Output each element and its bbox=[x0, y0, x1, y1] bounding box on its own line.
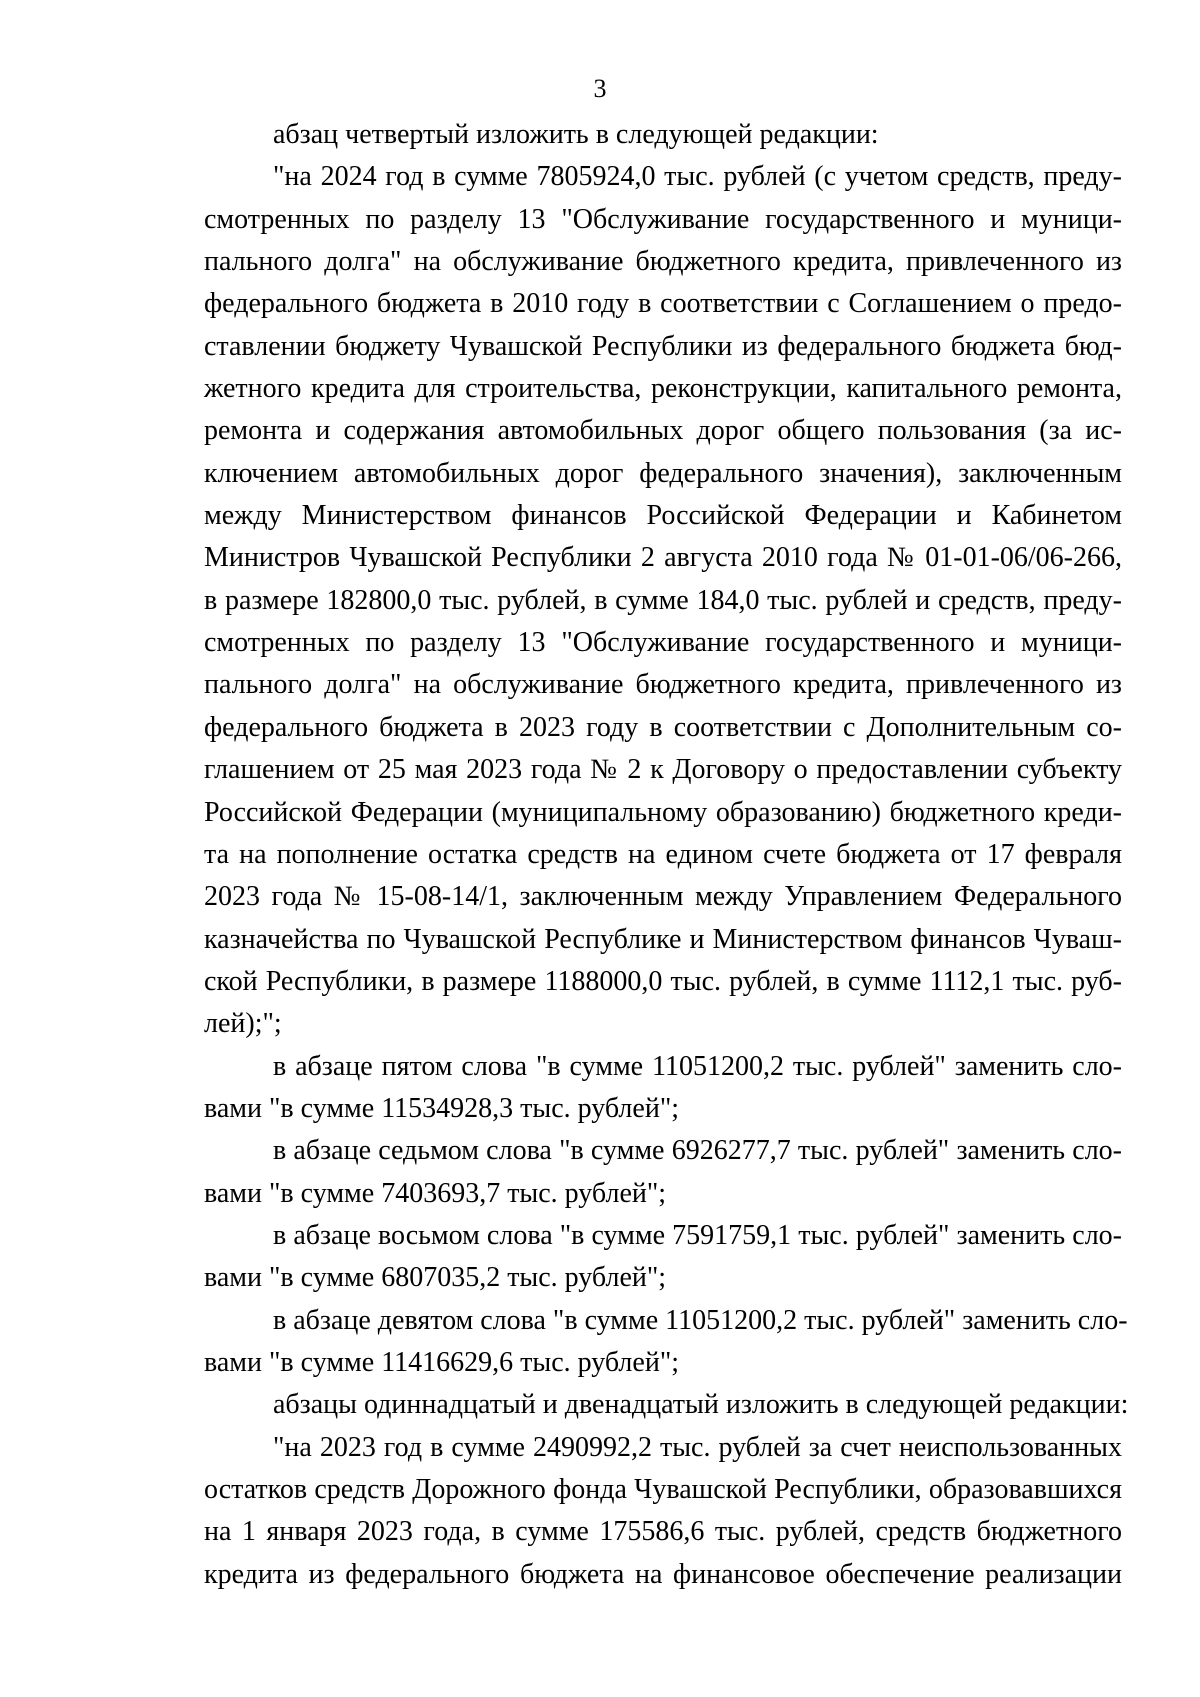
text-line: вами "в сумме 6807035,2 тыс. рублей"; bbox=[204, 1262, 667, 1294]
text-line: между Министерством финансов Российской Федерации и Кабинетом bbox=[204, 500, 1122, 532]
text-line: Министров Чувашской Республики 2 августа 2010 года № 01-01-06/06-266, bbox=[204, 542, 1122, 574]
text-line: та на пополнение остатка средств на едином счете бюджета от 17 февраля bbox=[204, 838, 1122, 870]
text-line: абзац четвертый изложить в следующей редакции: bbox=[273, 119, 879, 150]
text-line: пального долга" на обслуживание бюджетного кредита, привлеченного из bbox=[204, 669, 1122, 701]
text-line: лей);"; bbox=[204, 1008, 282, 1040]
text-line: федерального бюджета в 2010 году в соответствии с Соглашением о предо- bbox=[204, 288, 1122, 320]
text-line: в размере 182800,0 тыс. рублей, в сумме 184,0 тыс. рублей и средств, преду- bbox=[204, 584, 1122, 616]
text-line: 2023 года № 15-08-14/1, заключенным между Управлением Федерального bbox=[204, 881, 1122, 913]
text-line: "на 2024 год в сумме 7805924,0 тыс. рублей (с учетом средств, преду- bbox=[273, 161, 1122, 193]
text-line: вами "в сумме 7403693,7 тыс. рублей"; bbox=[204, 1177, 667, 1209]
text-line: смотренных по разделу 13 "Обслуживание государственного и муници- bbox=[204, 627, 1122, 659]
text-line: казначейства по Чувашской Республике и Министерством финансов Чуваш- bbox=[204, 923, 1122, 955]
text-line: ключением автомобильных дорог федерального значения), заключенным bbox=[204, 457, 1122, 489]
text-line: в абзаце девятом слова "в сумме 11051200,2 тыс. рублей" заменить сло- bbox=[273, 1304, 1128, 1336]
text-line: вами "в сумме 11534928,3 тыс. рублей"; bbox=[204, 1092, 680, 1124]
text-line: ремонта и содержания автомобильных дорог общего пользования (за ис- bbox=[204, 415, 1122, 447]
text-line: в абзаце пятом слова "в сумме 11051200,2 тыс. рублей" заменить сло- bbox=[273, 1050, 1122, 1082]
text-line: ской Республики, в размере 1188000,0 тыс. рублей, в сумме 1112,1 тыс. руб- bbox=[204, 965, 1122, 997]
text-line: ставлении бюджету Чувашской Республики из федерального бюджета бюд- bbox=[204, 330, 1122, 362]
text-line: на 1 января 2023 года, в сумме 175586,6 тыс. рублей, средств бюджетного bbox=[204, 1516, 1122, 1548]
text-line: жетного кредита для строительства, реконструкции, капитального ремонта, bbox=[204, 373, 1122, 405]
text-line: вами "в сумме 11416629,6 тыс. рублей"; bbox=[204, 1346, 680, 1378]
text-line: в абзаце седьмом слова "в сумме 6926277,7 тыс. рублей" заменить сло- bbox=[273, 1135, 1122, 1167]
text-line: федерального бюджета в 2023 году в соответствии с Дополнительным со- bbox=[204, 711, 1122, 743]
text-line: абзацы одиннадцатый и двенадцатый изложить в следующей редакции: bbox=[273, 1389, 1129, 1421]
text-line: остатков средств Дорожного фонда Чувашской Республики, образовавшихся bbox=[204, 1474, 1122, 1505]
text-line: кредита из федерального бюджета на финансовое обеспечение реализации bbox=[204, 1558, 1122, 1590]
document-body bbox=[204, 114, 1129, 1596]
page-number: 3 bbox=[593, 74, 607, 103]
text-line: в абзаце восьмом слова "в сумме 7591759,1 тыс. рублей" заменить сло- bbox=[273, 1219, 1122, 1251]
text-line: Российской Федерации (муниципальному образованию) бюджетного креди- bbox=[204, 796, 1122, 828]
text-line: смотренных по разделу 13 "Обслуживание государственного и муници- bbox=[204, 203, 1122, 235]
text-line: "на 2023 год в сумме 2490992,2 тыс. рублей за счет неиспользованных bbox=[273, 1431, 1122, 1463]
text-line: пального долга" на обслуживание бюджетного кредита, привлеченного из bbox=[204, 246, 1122, 278]
text-line: глашением от 25 мая 2023 года № 2 к Договору о предоставлении субъекту bbox=[204, 754, 1122, 786]
